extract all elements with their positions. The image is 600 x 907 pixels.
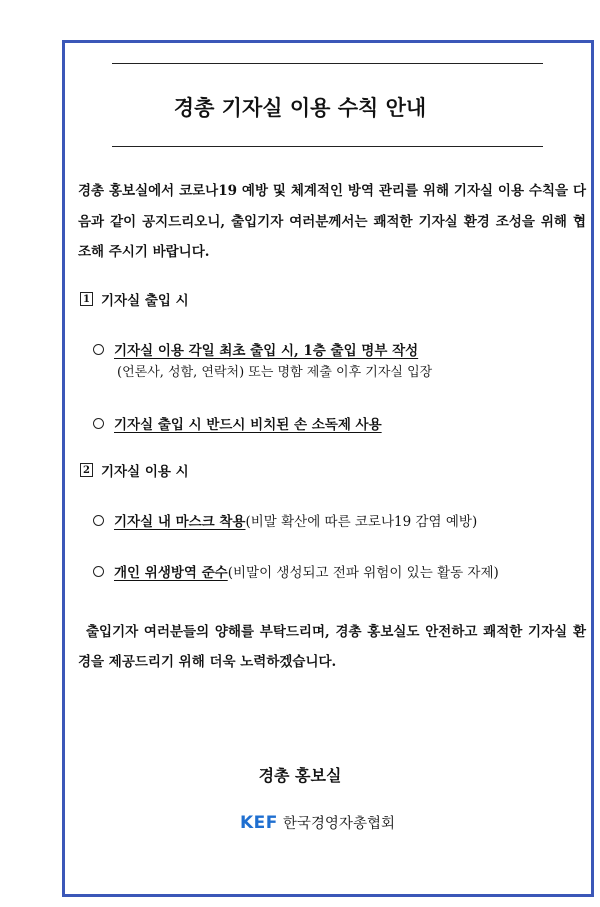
- document-title: 경총 기자실 이용 수칙 안내: [173, 96, 427, 120]
- section-heading-text: 기자실 출입 시: [101, 293, 189, 309]
- intro-paragraph: 경총 홍보실에서 코로나19 예방 및 체계적인 방역 관리를 위해 기자실 이용 수칙을 다음과 같이 공지드리오니, 출입기자 여러분께서는 쾌적한 기자실 환경 조성을 위해 협조해 주시기 바랍니다.: [78, 183, 586, 260]
- list-item: [93, 510, 477, 530]
- title-bottom-rule: [112, 146, 543, 147]
- circle-bullet-icon: [93, 566, 104, 577]
- rule-note: (비말 확산에 따른 코로나19 감염 예방): [245, 514, 478, 530]
- title-top-rule: [112, 63, 543, 64]
- kef-logo-mark: KEF: [240, 812, 278, 833]
- kef-logo: [240, 812, 395, 833]
- section-1-heading: [80, 289, 189, 309]
- circle-bullet-icon: [93, 418, 104, 429]
- rule-text: 개인 위생방역 준수: [114, 565, 228, 581]
- rule-text: 기자실 이용 각일 최초 출입 시, 1층 출입 명부 작성: [114, 343, 419, 359]
- rule-note: (비말이 생성되고 전파 위험이 있는 활동 자제): [227, 565, 499, 581]
- list-item: [93, 413, 382, 433]
- section-2-heading: [80, 460, 189, 480]
- section-heading-text: 기자실 이용 시: [101, 464, 189, 480]
- rule-text: 기자실 내 마스크 착용: [114, 514, 246, 530]
- list-item: [93, 339, 418, 359]
- signer-name: 경총 홍보실: [258, 766, 342, 785]
- organization-name: 한국경영자총협회: [282, 816, 395, 832]
- rule-text: 기자실 출입 시 반드시 비치된 손 소독제 사용: [114, 417, 382, 433]
- section-number-box: 2: [80, 463, 93, 477]
- section-number-box: 1: [80, 292, 93, 306]
- rule-subtext: (언론사, 성함, 연락처) 또는 명함 제출 이후 기자실 입장: [117, 365, 433, 380]
- circle-bullet-icon: [93, 344, 104, 355]
- circle-bullet-icon: [93, 515, 104, 526]
- list-item: [93, 561, 499, 581]
- closing-paragraph: 출입기자 여러분들의 양해를 부탁드리며, 경총 홍보실도 안전하고 쾌적한 기자실 환경을 제공드리기 위해 더욱 노력하겠습니다.: [78, 624, 586, 670]
